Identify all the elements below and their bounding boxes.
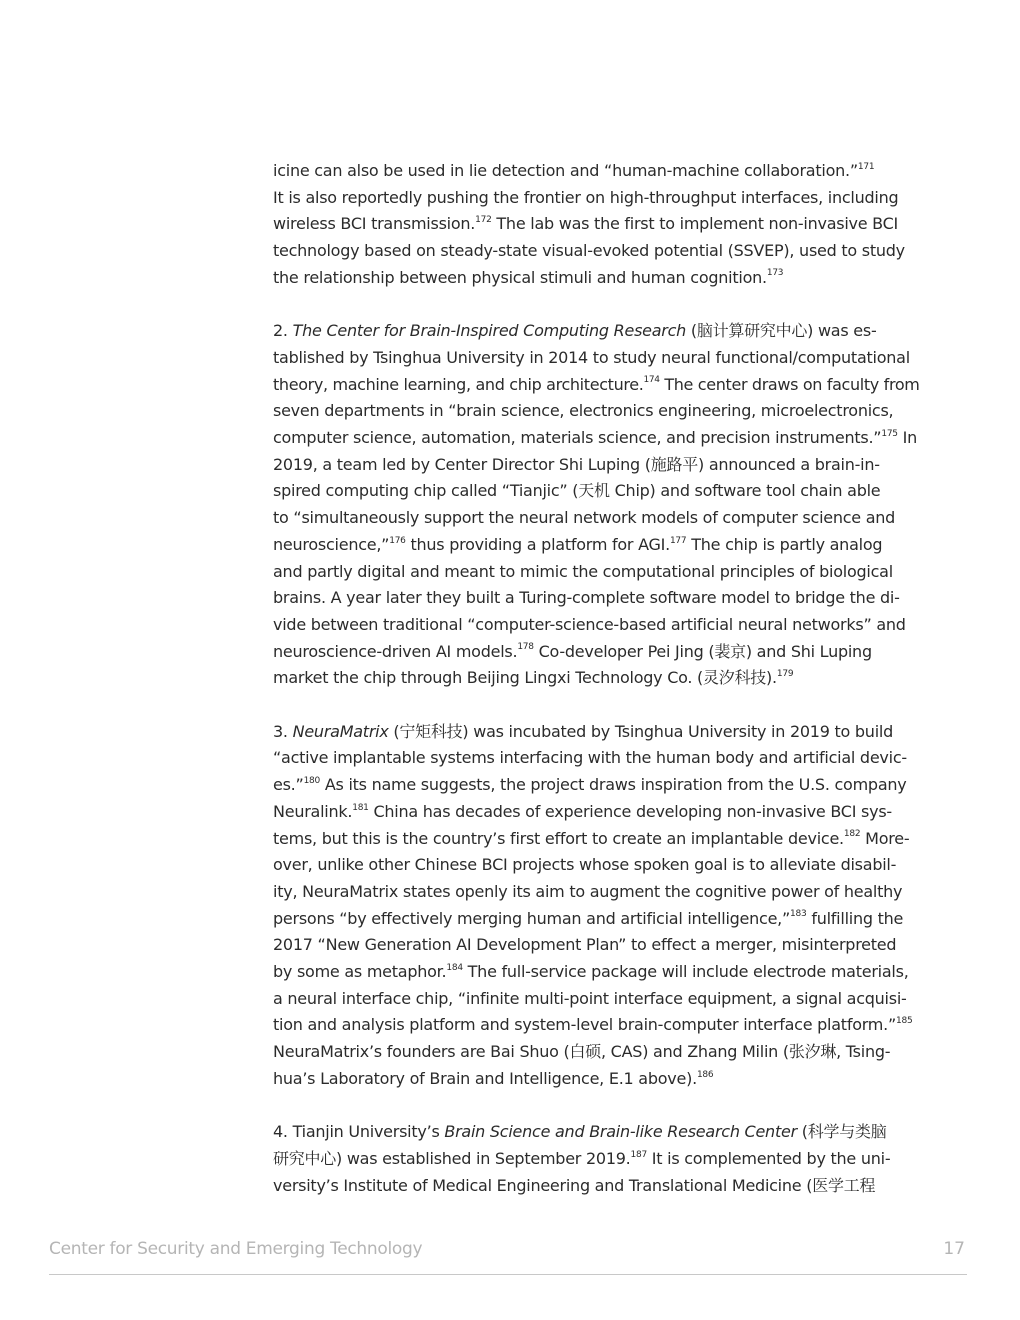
- footnote-reference: 177: [669, 535, 687, 546]
- text-run: (宁矩科技) was incubated by Tsinghua University in 2019 to build: [388, 721, 893, 741]
- footer-organization: Center for Security and Emerging Technology: [49, 1239, 423, 1259]
- text-run: The chip is partly analog: [686, 534, 883, 554]
- text-line: [273, 1066, 921, 1093]
- text-run: spired computing chip called “Tianjic” (天机 Chip) and software tool chain able: [273, 481, 881, 501]
- text-run: by some as metaphor.: [273, 962, 447, 982]
- footnote-reference: 175: [881, 428, 898, 439]
- footnote-reference: 180: [303, 775, 320, 786]
- text-run: neuroscience-driven AI models.: [273, 641, 518, 661]
- text-line: [273, 559, 921, 586]
- text-line: [273, 1012, 921, 1039]
- text-line: [273, 398, 921, 425]
- text-line: [273, 986, 921, 1013]
- footnote-reference: 179: [776, 669, 794, 680]
- text-run: tablished by Tsinghua University in 2014 to study neural functional/computational: [273, 347, 910, 367]
- footnote-reference: 171: [857, 161, 875, 172]
- text-line: [273, 211, 921, 238]
- text-run: technology based on steady-state visual-evoked potential (SSVEP), used to study: [273, 241, 905, 261]
- text-line: [273, 1146, 921, 1173]
- footnote-reference: 182: [843, 829, 861, 840]
- page-number: 17: [943, 1239, 965, 1259]
- text-line: [273, 932, 921, 959]
- text-run: and partly digital and meant to mimic the computational principles of biological: [273, 561, 893, 581]
- text-run: ity, NeuraMatrix states openly its aim to augment the cognitive power of healthy: [273, 881, 903, 901]
- text-run: to “simultaneously support the neural network models of computer science and: [273, 508, 896, 528]
- footer-divider: [49, 1274, 967, 1275]
- text-run: computer science, automation, materials science, and precision instruments.”: [273, 428, 882, 448]
- text-line: [273, 959, 921, 986]
- footnote-reference: 187: [630, 1149, 647, 1160]
- footnote-reference: 172: [475, 215, 492, 226]
- text-run: (脑计算研究中心) was es-: [686, 321, 877, 341]
- italic-title: Brain Science and Brain-like Research Center: [444, 1122, 797, 1142]
- text-line: [273, 1173, 921, 1200]
- paragraph: [273, 158, 921, 292]
- italic-title: The Center for Brain-Inspired Computing Research: [292, 321, 687, 341]
- text-line: [273, 906, 921, 933]
- footnote-reference: 185: [896, 1016, 913, 1027]
- text-line: [273, 585, 921, 612]
- text-run: (科学与类脑: [796, 1122, 887, 1142]
- footnote-reference: 176: [389, 535, 406, 546]
- text-line: [273, 505, 921, 532]
- text-run: persons “by effectively merging human and artificial intelligence,”: [273, 908, 791, 928]
- text-run: China has decades of experience developing non-invasive BCI sys-: [368, 801, 892, 821]
- text-run: vide between traditional “computer-science-based artificial neural networks” and: [273, 614, 906, 634]
- text-run: versity’s Institute of Medical Engineering and Translational Medicine (医学工程: [273, 1175, 876, 1195]
- text-run: wireless BCI transmission.: [273, 214, 476, 234]
- text-line: [273, 265, 921, 292]
- text-run: 4. Tianjin University’s: [273, 1122, 445, 1142]
- footnote-reference: 183: [790, 909, 807, 920]
- paragraph: [273, 719, 921, 1093]
- text-run: The full-service package will include electrode materials,: [462, 962, 909, 982]
- text-run: NeuraMatrix’s founders are Bai Shuo (白硕, CAS) and Zhang Milin (张汐琳, Tsing-: [273, 1042, 891, 1062]
- text-line: [273, 372, 921, 399]
- text-line: [273, 772, 921, 799]
- text-line: [273, 158, 921, 185]
- text-line: [273, 1039, 921, 1066]
- text-run: neuroscience,”: [273, 534, 390, 554]
- text-run: seven departments in “brain science, electronics engineering, microelectronics,: [273, 401, 894, 421]
- text-run: The center draws on faculty from: [659, 374, 920, 394]
- text-run: “active implantable systems interfacing with the human body and artificial devic-: [273, 748, 907, 768]
- text-run: tion and analysis platform and system-level brain-computer interface platform.”: [273, 1015, 896, 1035]
- text-run: theory, machine learning, and chip architecture.: [273, 374, 644, 394]
- text-run: It is also reportedly pushing the frontier on high-throughput interfaces, including: [273, 187, 899, 207]
- text-run: More-: [860, 828, 910, 848]
- text-line: [273, 852, 921, 879]
- text-line: [273, 238, 921, 265]
- footnote-reference: 184: [446, 962, 463, 973]
- text-line: [273, 799, 921, 826]
- text-run: 2.: [273, 321, 293, 341]
- text-run: market the chip through Beijing Lingxi Technology Co. (灵汐科技).: [273, 668, 777, 688]
- text-run: tems, but this is the country’s first effort to create an implantable device.: [273, 828, 844, 848]
- text-line: [273, 879, 921, 906]
- paragraph: [273, 318, 921, 692]
- text-line: [273, 639, 921, 666]
- text-run: a neural interface chip, “infinite multi-point interface equipment, a signal acquisi-: [273, 988, 907, 1008]
- text-line: [273, 612, 921, 639]
- footnote-reference: 186: [696, 1069, 714, 1080]
- text-line: [273, 452, 921, 479]
- text-run: thus providing a platform for AGI.: [405, 534, 670, 554]
- text-run: es.”: [273, 775, 304, 795]
- footnote-reference: 173: [766, 268, 784, 279]
- text-line: [273, 532, 921, 559]
- text-run: fulfilling the: [806, 908, 904, 928]
- text-run: hua’s Laboratory of Brain and Intelligence, E.1 above).: [273, 1068, 697, 1088]
- footnote-reference: 178: [517, 642, 534, 653]
- text-run: 3.: [273, 721, 293, 741]
- body-text: [273, 158, 921, 1226]
- text-line: [273, 318, 921, 345]
- text-run: Co-developer Pei Jing (裴京) and Shi Luping: [533, 641, 872, 661]
- text-run: As its name suggests, the project draws inspiration from the U.S. company: [320, 775, 907, 795]
- text-run: the relationship between physical stimuli and human cognition.: [273, 267, 767, 287]
- text-run: Neuralink.: [273, 801, 353, 821]
- text-run: 2017 “New Generation AI Development Plan” to effect a merger, misinterpreted: [273, 935, 897, 955]
- text-line: [273, 745, 921, 772]
- text-line: [273, 345, 921, 372]
- text-run: brains. A year later they built a Turing-complete software model to bridge the di-: [273, 588, 900, 608]
- text-run: The lab was the first to implement non-invasive BCI: [491, 214, 899, 234]
- text-run: It is complemented by the uni-: [646, 1148, 891, 1168]
- text-run: 研究中心) was established in September 2019.: [273, 1148, 631, 1168]
- text-line: [273, 425, 921, 452]
- paragraph: [273, 1119, 921, 1199]
- text-line: [273, 719, 921, 746]
- text-line: [273, 185, 921, 212]
- text-run: over, unlike other Chinese BCI projects whose spoken goal is to alleviate disabil-: [273, 855, 897, 875]
- text-line: [273, 478, 921, 505]
- text-line: [273, 665, 921, 692]
- footnote-reference: 181: [352, 802, 369, 813]
- text-run: icine can also be used in lie detection and “human-machine collaboration.”: [273, 161, 858, 180]
- text-line: [273, 826, 921, 853]
- text-line: [273, 1119, 921, 1146]
- footnote-reference: 174: [643, 375, 660, 386]
- italic-title: NeuraMatrix: [292, 721, 389, 741]
- text-run: In: [897, 428, 917, 448]
- text-run: 2019, a team led by Center Director Shi Luping (施路平) announced a brain-in-: [273, 454, 880, 474]
